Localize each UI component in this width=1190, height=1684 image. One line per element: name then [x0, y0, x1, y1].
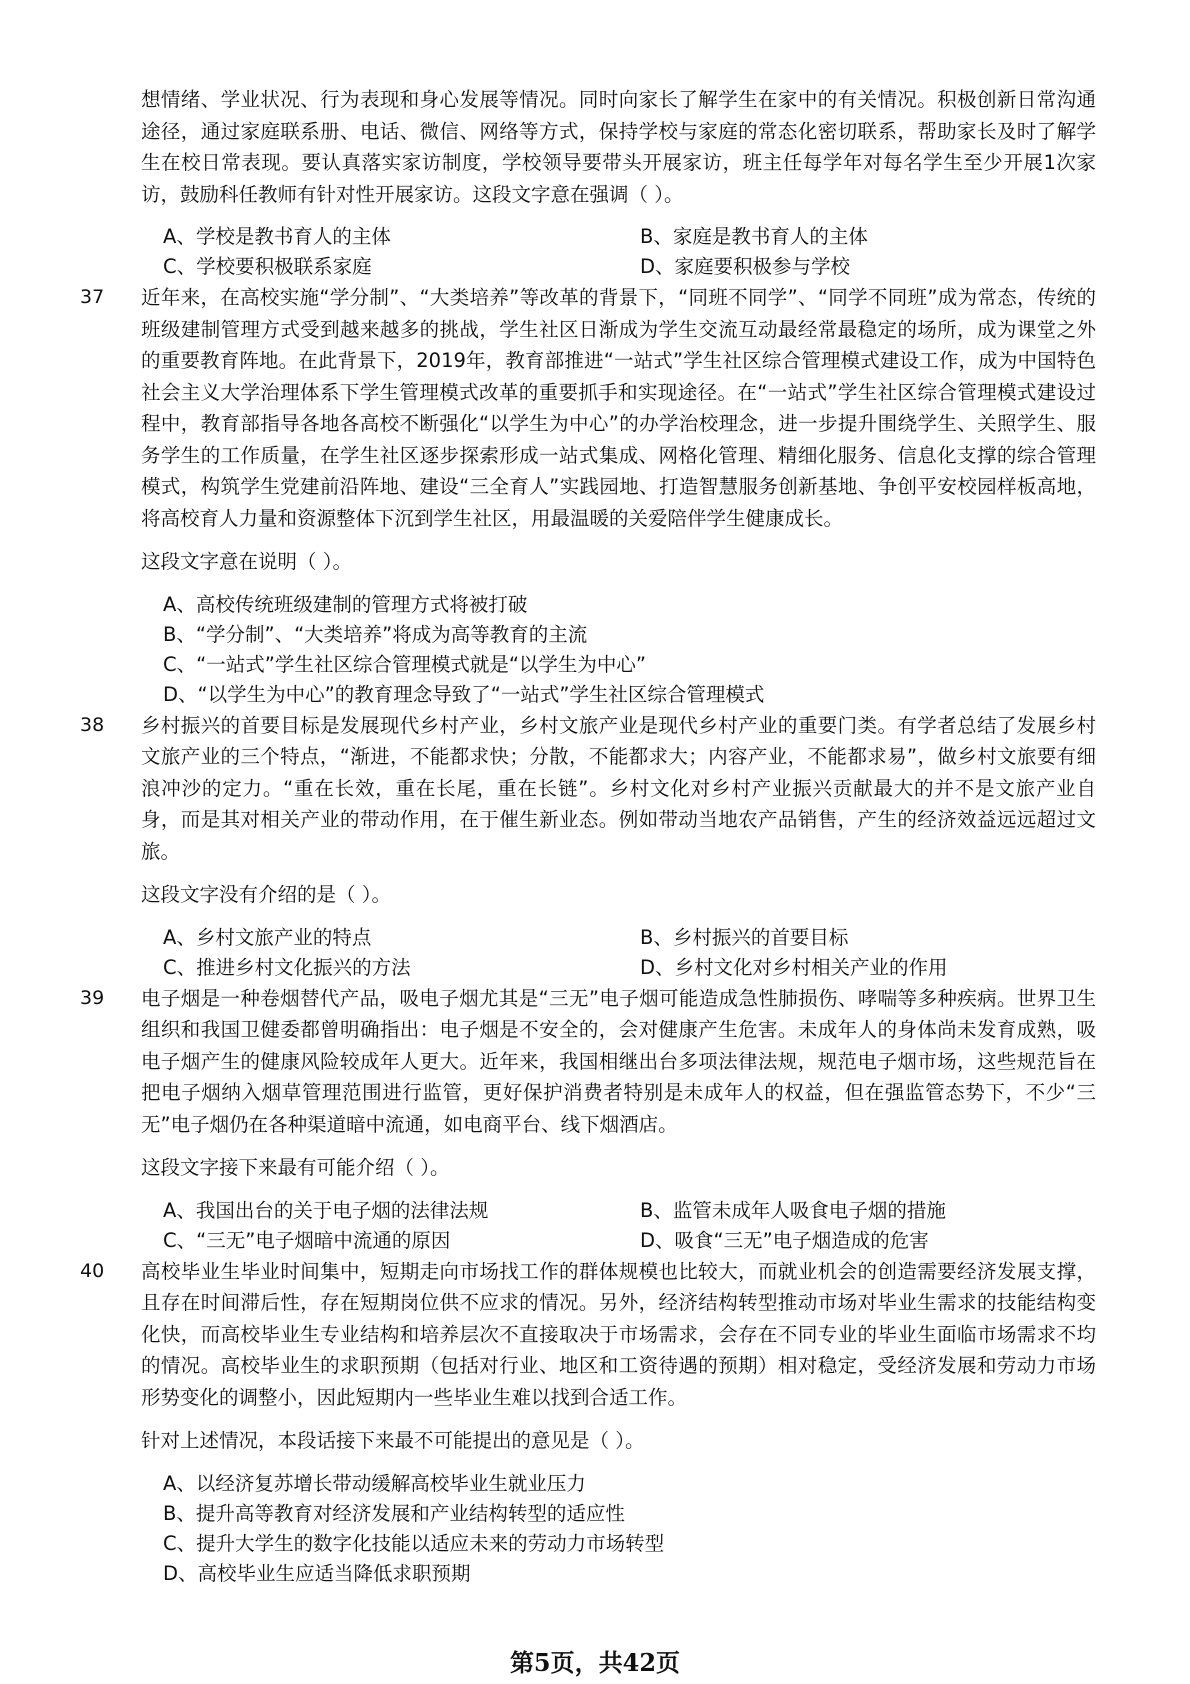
- question-38-option-b: B、乡村振兴的首要目标: [640, 925, 849, 949]
- question-38-option-d: D、乡村文化对乡村相关产业的作用: [640, 955, 948, 979]
- question-36: [0, 84, 1190, 282]
- question-36-options: [163, 222, 1063, 282]
- page-footer: 第5页，共42页: [509, 1648, 681, 1677]
- question-40-passage: 高校毕业生毕业时间集中，短期走向市场找工作的群体规模也比较大，而就业机会的创造需要经济发展支撑，且存在时间滞后性，存在短期岗位供不应求的情况。另外，经济结构转型推动市场对毕业生需求的技能结构变化快，而高校毕业生专业结构和培养层次不直接取决于市场需求，会存在不同专业的毕业生面临市场需求不均的情况。高校毕业生的求职预期（包括对行业、地区和工资待遇的预期）相对稳定，受经济发展和劳动力市场形势变化的调整小，因此短期内一些毕业生难以找到合适工作。: [141, 1259, 1096, 1409]
- question-40-option-c: C、提升大学生的数字化技能以适应未来的劳动力市场转型: [163, 1531, 665, 1555]
- question-36-passage: 想情绪、学业状况、行为表现和身心发展等情况。同时向家长了解学生在家中的有关情况。积极创新日常沟通途径，通过家庭联系册、电话、微信、网络等方式，保持学校与家庭的常态化密切联系，帮助家长及时了解学生在校日常表现。要认真落实家访制度，学校领导要带头开展家访，班主任每学年对每名学生至少开展1次家访，鼓励科任教师有针对性开展家访。这段文字意在强调（ ）。: [141, 88, 1096, 206]
- question-40-options: [163, 1469, 1063, 1589]
- question-38-option-c: C、推进乡村文化振兴的方法: [163, 955, 411, 979]
- question-37-passage: 近年来，在高校实施“学分制”、“大类培养”等改革的背景下，“同班不同学”、“同学不同班”成为常态，传统的班级建制管理方式受到越来越多的挑战，学生社区日渐成为学生交流互动最经常最稳定的场所，成为课堂之外的重要教育阵地。在此背景下，2019年，教育部推进“一站式”学生社区综合管理模式建设工作，成为中国特色社会主义大学治理体系下学生管理模式改革的重要抓手和实现途径。在“一站式”学生社区综合管理模式建设过程中，教育部指导各地各高校不断强化“以学生为中心”的办学治校理念，进一步提升围绕学生、关照学生、服务学生的工作质量，在学生社区逐步探索形成一站式集成、网格化管理、精细化服务、信息化支撑的综合管理模式，构筑学生党建前沿阵地、建设“三全育人”实践园地、打造智慧服务创新基地、争创平安校园样板高地，将高校育人力量和资源整体下沉到学生社区，用最温暖的关爱陪伴学生健康成长。: [141, 286, 1096, 530]
- question-40-option-b: B、提升高等教育对经济发展和产业结构转型的适应性: [163, 1501, 625, 1525]
- question-40-option-a: A、以经济复苏增长带动缓解高校毕业生就业压力: [163, 1471, 586, 1495]
- question-38-stem: 这段文字没有介绍的是（ ）。: [141, 883, 391, 906]
- question-37: [0, 282, 1190, 710]
- question-38-option-a: A、乡村文旅产业的特点: [163, 925, 372, 949]
- question-37-option-d: D、“以学生为中心”的教育理念导致了“一站式”学生社区综合管理模式: [163, 682, 765, 706]
- question-39-option-c: C、“三无”电子烟暗中流通的原因: [163, 1228, 451, 1252]
- question-39-passage: 电子烟是一种卷烟替代产品，吸电子烟尤其是“三无”电子烟可能造成急性肺损伤、哮喘等多种疾病。世界卫生组织和我国卫健委都曾明确指出：电子烟是不安全的，会对健康产生危害。未成年人的身体尚未发育成熟，吸电子烟产生的健康风险较成年人更大。近年来，我国相继出台多项法律法规，规范电子烟市场，这些规范旨在把电子烟纳入烟草管理范围进行监管，更好保护消费者特别是未成年人的权益，但在强监管态势下，不少“三无”电子烟仍在各种渠道暗中流通，如电商平台、线下烟酒店。: [141, 986, 1096, 1136]
- question-37-number: 37: [80, 286, 105, 308]
- question-39: [0, 983, 1190, 1256]
- question-37-option-a: A、高校传统班级建制的管理方式将被打破: [163, 592, 528, 616]
- question-37-stem: 这段文字意在说明（ ）。: [141, 550, 352, 573]
- question-38-number: 38: [80, 713, 105, 736]
- question-36-option-d: D、家庭要积极参与学校: [640, 255, 851, 278]
- question-36-option-b: B、家庭是教书育人的主体: [640, 225, 868, 248]
- question-39-option-a: A、我国出台的关于电子烟的法律法规: [163, 1198, 489, 1222]
- question-37-options: [163, 590, 1063, 710]
- question-40-number: 40: [80, 1259, 105, 1282]
- question-38-options: [163, 923, 1063, 983]
- question-39-option-d: D、吸食“三无”电子烟造成的危害: [640, 1228, 929, 1252]
- question-40: [0, 1256, 1190, 1589]
- question-40-option-d: D、高校毕业生应适当降低求职预期: [163, 1561, 471, 1585]
- question-36-option-a: A、学校是教书育人的主体: [163, 225, 391, 248]
- question-38: [0, 710, 1190, 983]
- question-39-stem: 这段文字接下来最有可能介绍（ ）。: [141, 1156, 450, 1179]
- question-40-stem: 针对上述情况，本段话接下来最不可能提出的意见是（ ）。: [141, 1429, 645, 1452]
- question-38-passage: 乡村振兴的首要目标是发展现代乡村产业，乡村文旅产业是现代乡村产业的重要门类。有学者总结了发展乡村文旅产业的三个特点，“渐进，不能都求快；分散，不能都求大；内容产业，不能都求易”，做乡村文旅要有细浪冲沙的定力。“重在长效，重在长尾，重在长链”。乡村文化对乡村产业振兴贡献最大的并不是文旅产业自身，而是其对相关产业的带动作用，在于催生新业态。例如带动当地农产品销售，产生的经济效益远远超过文旅。: [141, 713, 1096, 863]
- page-content: [0, 84, 1190, 1589]
- question-39-options: [163, 1196, 1063, 1256]
- question-37-option-c: C、“一站式”学生社区综合管理模式就是“以学生为中心”: [163, 652, 647, 676]
- question-36-option-c: C、学校要积极联系家庭: [163, 255, 372, 278]
- question-37-option-b: B、“学分制”、“大类培养”将成为高等教育的主流: [163, 622, 588, 646]
- question-39-option-b: B、监管未成年人吸食电子烟的措施: [640, 1198, 946, 1222]
- question-39-number: 39: [80, 986, 105, 1009]
